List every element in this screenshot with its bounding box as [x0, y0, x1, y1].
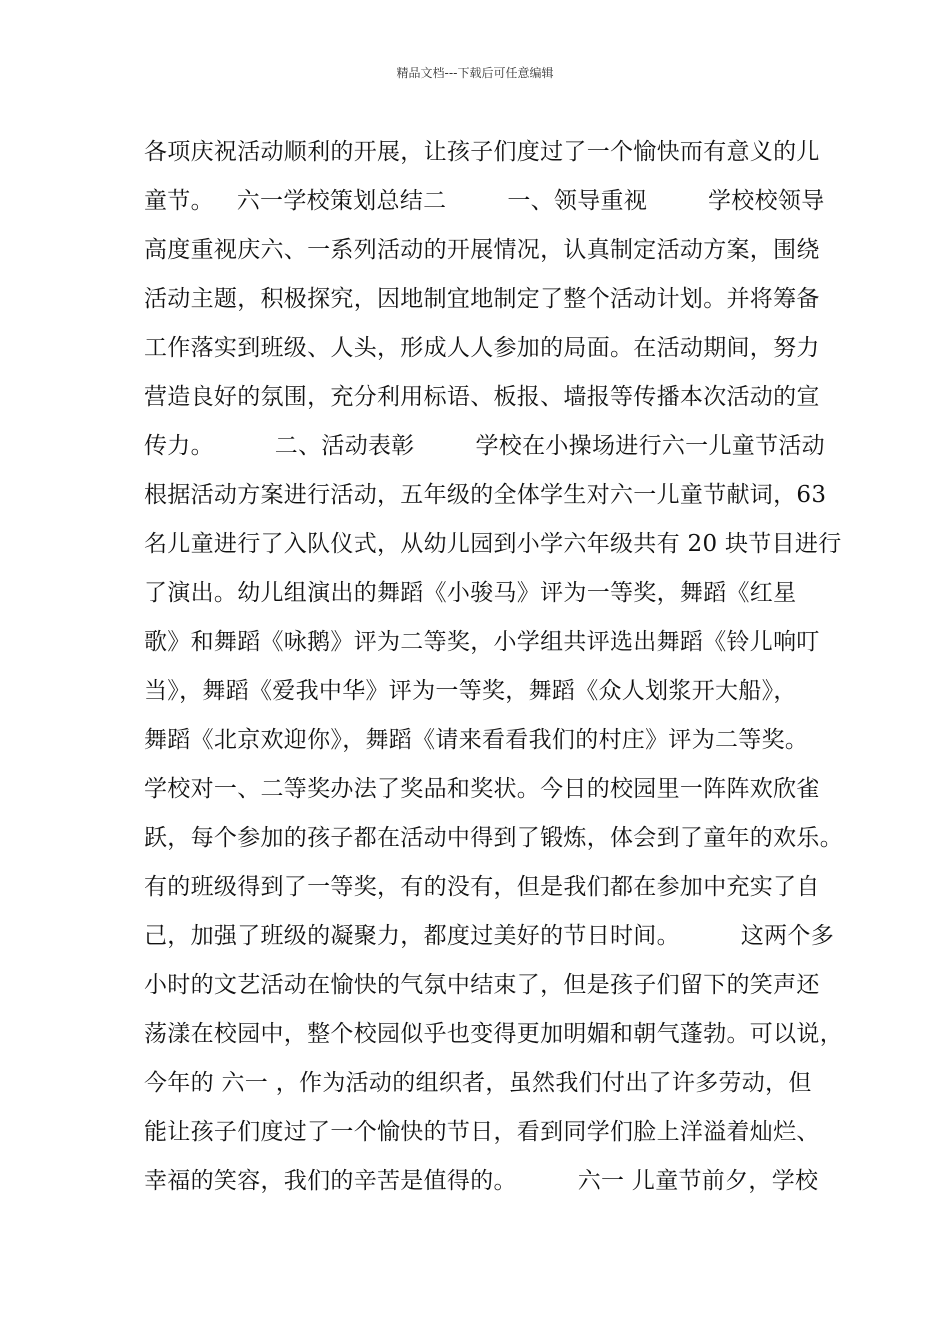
text-line: 学校对一、二等奖办法了奖品和奖状。今日的校园里一阵阵欢欣雀 [144, 776, 820, 802]
text-line: 营造良好的氛围，充分利用标语、板报、墙报等传播本次活动的宣 [144, 384, 820, 410]
text-line: 今年的 六一 ，作为活动的组织者，虽然我们付出了许多劳动，但 [144, 1070, 812, 1096]
text-line: 各项庆祝活动顺利的开展，让孩子们度过了一个愉快而有意义的儿 [144, 139, 820, 165]
text-line: 舞蹈《北京欢迎你》，舞蹈《请来看看我们的村庄》评为二等奖。 [144, 727, 809, 753]
text-line: 高度重视庆六、一系列活动的开展情况，认真制定活动方案，围绕 [144, 237, 820, 263]
text-line: 跃，每个参加的孩子都在活动中得到了锻炼，体会到了童年的欢乐。 [144, 825, 843, 851]
text-line: 了演出。幼儿组演出的舞蹈《小骏马》评为一等奖，舞蹈《红星 [144, 580, 797, 606]
text-line: 童节。 六一学校策划总结二 一、领导重视 学校校领导 [144, 188, 825, 214]
text-line: 小时的文艺活动在愉快的气氛中结束了，但是孩子们留下的笑声还 [144, 972, 820, 998]
text-line: 歌》和舞蹈《咏鹅》评为二等奖，小学组共评选出舞蹈《铃儿响叮 [144, 629, 820, 655]
text-line: 名儿童进行了入队仪式，从幼儿园到小学六年级共有 20 块节目进行 [144, 531, 842, 557]
text-line: 活动主题，积极探究，因地制宜地制定了整个活动计划。并将筹备 [144, 286, 820, 312]
document-body [144, 128, 843, 1206]
text-line: 有的班级得到了一等奖，有的没有，但是我们都在参加中充实了自 [144, 874, 820, 900]
text-line: 己，加强了班级的凝聚力，都度过美好的节日时间。 这两个多 [144, 923, 834, 949]
text-line: 能让孩子们度过了一个愉快的节日，看到同学们脸上洋溢着灿烂、 [144, 1119, 820, 1145]
text-line: 根据活动方案进行活动，五年级的全体学生对六一儿童节献词，63 [144, 482, 827, 508]
text-line: 工作落实到班级、人头，形成人人参加的局面。在活动期间，努力 [144, 335, 820, 361]
text-line: 传力。 二、活动表彰 学校在小操场进行六一儿童节活动 [144, 433, 825, 459]
text-line: 当》，舞蹈《爱我中华》评为一等奖，舞蹈《众人划浆开大船》， [144, 678, 797, 704]
text-line: 荡漾在校园中，整个校园似乎也变得更加明媚和朝气蓬勃。可以说， [144, 1021, 843, 1047]
text-line: 幸福的笑容，我们的辛苦是值得的。 六一 儿童节前夕，学校 [144, 1168, 819, 1194]
page-header: 精品文档---下载后可任意编辑 [396, 66, 554, 80]
